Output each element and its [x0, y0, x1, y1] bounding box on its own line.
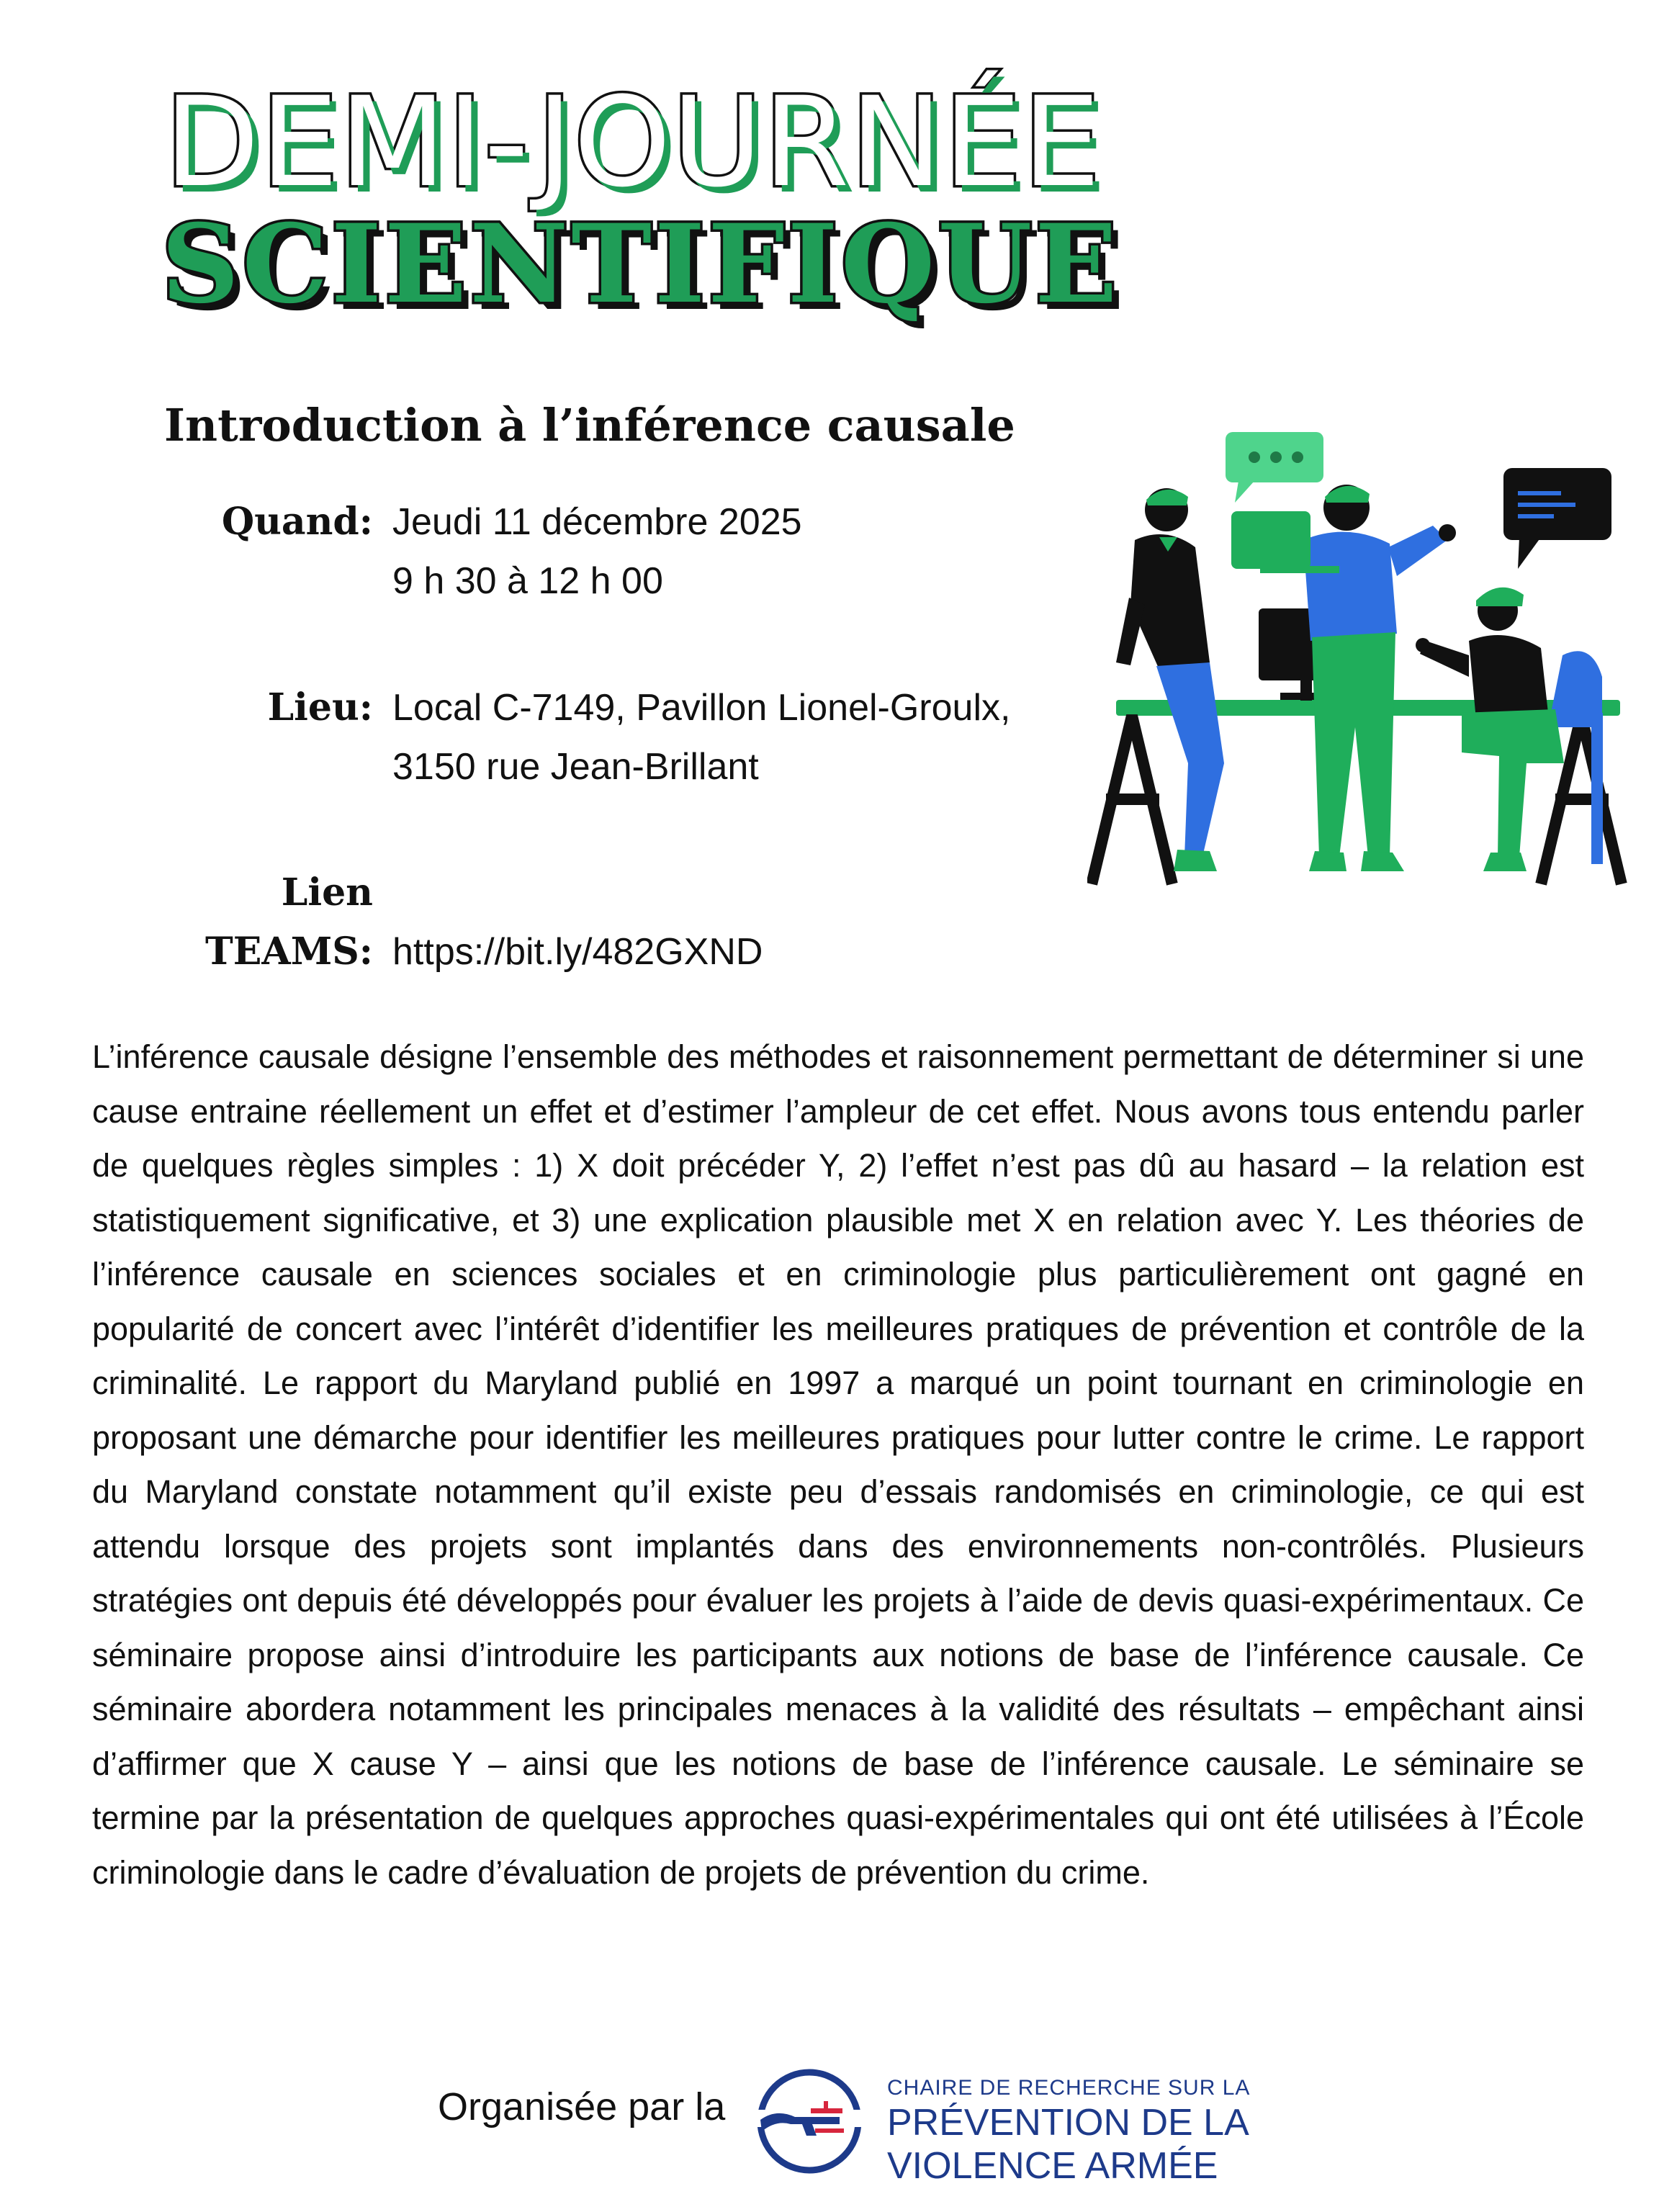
person-left — [1116, 488, 1224, 871]
place-line-1: Local C-7149, Pavillon Lionel-Groulx, — [392, 687, 1011, 729]
chair-name-line-1: CHAIRE DE RECHERCHE SUR LA — [887, 2076, 1251, 2100]
event-time: 9 h 30 à 12 h 00 — [392, 560, 663, 602]
teams-link[interactable]: https://bit.ly/482GXND — [392, 931, 763, 973]
event-description: L’inférence causale désigne l’ensemble des méthodes et raisonnement permettant de déterminer si une cause entraine réellement un effet et d’estimer l’ampleur de cet effet. Nous avons tous entendu parler de quelques règles simples : 1) X doit précéder Y, 2) l’effet n’est pas dû au hasard – la relation est statistiquement significative, et 3) une explication plausible met X en relation avec Y. Les théories de l’inférence causale en sciences sociales et en criminologie plus particulièrement ont gagné en popularité de concert avec l’intérêt d’identifier les meilleures pratiques de prévention et contrôle de la criminalité. Le rapport du Maryland publié en 1997 a marqué un point tournant en criminologie en proposant une démarche pour identifier les meilleures pratiques pour lutter contre le crime. Le rapport du Maryland constate notamment qu’il existe peu d’essais randomisés en criminologie, ce qui est attendu lorsque des projets sont implantés dans des environnements non-contrôlés. Plusieurs stratégies ont depuis été développés pour évaluer les projets à l’aide de devis quasi-expérimentaux. Ce séminaire propose ainsi d’introduire les participants aux notions de base de l’inférence causale. Ce séminaire abordera notamment les principales menaces à la validité des résultats – empêchant ainsi d’affirmer que X cause Y – ainsi que les notions de base de l’inférence causale. Le séminaire se termine par la présentation de quelques approches quasi-expérimentales qui ont été utilisées à l’École criminologie dans le cadre d’évaluation de projets de prévention du crime. — [92, 1038, 1584, 1891]
event-subtitle: Introduction à l’inférence causale — [164, 399, 1015, 451]
chair-name-line-2: PRÉVENTION DE LA — [887, 2102, 1249, 2144]
chair-name — [887, 2075, 1250, 2188]
chair-name-line-3: VIOLENCE ARMÉE — [887, 2145, 1218, 2187]
chair-logo-icon — [755, 2067, 864, 2176]
event-date: Jeudi 11 décembre 2025 — [392, 501, 802, 543]
place-line-2: 3150 rue Jean-Brillant — [392, 746, 759, 788]
link-label-line-1: Lien — [281, 871, 373, 914]
place-label: Lieu: — [267, 685, 373, 729]
team-meeting-illustration — [1087, 425, 1635, 893]
when-label: Quand: — [221, 500, 373, 544]
organised-by-label: Organisée par la — [438, 2085, 726, 2128]
chat-bubble-icon — [1503, 468, 1611, 569]
green-speech-bubble-icon — [1226, 432, 1323, 503]
title-line-2: SCIENTIFIQUE — [161, 201, 1120, 328]
link-label-line-2: TEAMS: — [205, 930, 373, 974]
title-line-1: DEMI-JOURNÉE — [164, 70, 1102, 215]
person-right — [1416, 588, 1564, 871]
